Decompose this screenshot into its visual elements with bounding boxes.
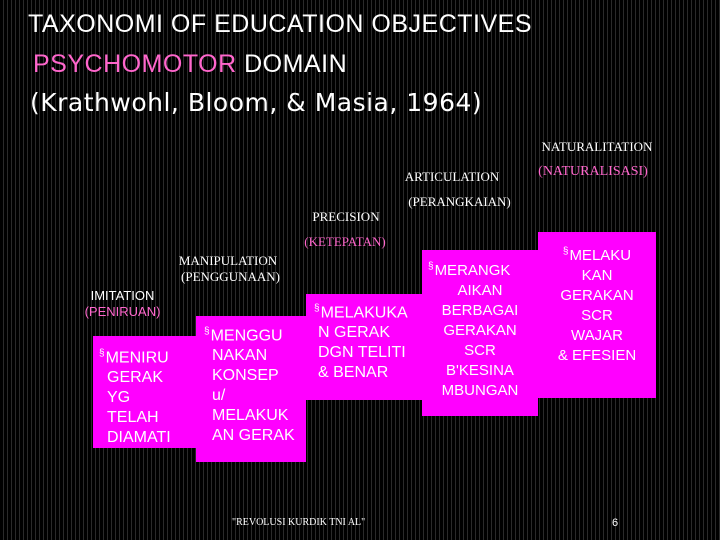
box-articulation-line: BERBAGAI (441, 302, 519, 319)
bullet-icon: § (428, 261, 434, 272)
box-naturalitation-line: & EFESIEN (557, 347, 637, 364)
box-articulation (422, 250, 538, 416)
box-articulation-line: GERAKAN (443, 322, 517, 339)
level-manipulation-label: MANIPULATION (178, 253, 278, 268)
box-precision-line: & BENAR (318, 364, 389, 382)
title-line-1: TAXONOMI OF EDUCATION OBJECTIVES (28, 10, 533, 38)
level-imitation-sub-text: (PENIRUAN) (84, 304, 161, 319)
box-precision-line: §MELAKUKA (314, 303, 408, 322)
level-precision-sub-text: (KETEPATAN) (304, 234, 386, 249)
level-articulation-sub: (PERANGKAIAN) (408, 194, 511, 209)
box-precision-line: N GERAK (318, 324, 391, 342)
box-imitation-line: YG (107, 389, 131, 407)
level-precision-sub (285, 233, 405, 250)
box-articulation-line: B'KESINA (446, 362, 514, 379)
box-imitation-line: GERAK (107, 369, 164, 387)
box-precision (306, 294, 422, 400)
level-imitation-label: IMITATION (90, 288, 155, 303)
bullet-icon: § (562, 246, 569, 257)
level-imitation-sub (75, 304, 170, 320)
box-articulation-line: SCR (464, 342, 496, 359)
box-naturalitation-line: WAJAR (571, 327, 623, 344)
box-manipulation-line: u/ (212, 387, 226, 405)
level-naturalitation-sub-text: (NATURALISASI) (538, 164, 648, 179)
title-domain: DOMAIN (236, 50, 348, 78)
box-imitation-line: §MENIRU (99, 348, 169, 367)
title-line-2 (33, 50, 347, 79)
title-citation: (Krathwohl, Bloom, & Masia, 1964) (30, 88, 483, 117)
bullet-icon: § (204, 326, 210, 337)
box-naturalitation-line: SCR (581, 307, 613, 324)
box-manipulation-line: §MENGGU (204, 326, 283, 345)
title-psychomotor: PSYCHOMOTOR (33, 50, 237, 78)
level-articulation-label: ARTICULATION (404, 169, 500, 184)
box-naturalitation-line: GERAKAN (560, 287, 634, 304)
level-naturalitation-sub (518, 163, 668, 180)
box-naturalitation-line: KAN (581, 267, 613, 284)
level-precision-label: PRECISION (312, 209, 380, 224)
box-manipulation-line: KONSEP (212, 367, 279, 385)
box-manipulation-line: NAKAN (212, 347, 268, 365)
level-naturalitation-label: NATURALITATION (541, 139, 653, 154)
level-manipulation-sub: (PENGGUNAAN) (181, 269, 280, 284)
box-manipulation-line: AN GERAK (212, 427, 295, 445)
box-precision-line: DGN TELITI (318, 344, 406, 362)
box-imitation-line: TELAH (107, 409, 159, 427)
bullet-icon: § (99, 348, 105, 359)
box-manipulation (196, 316, 306, 462)
box-manipulation-line: MELAKUK (212, 407, 289, 425)
bullet-icon: § (314, 303, 320, 314)
box-imitation-line: DIAMATI (107, 429, 171, 447)
box-articulation-line: §MERANGK (428, 261, 511, 279)
box-articulation-line: AIKAN (457, 282, 503, 299)
box-naturalitation-line: §MELAKU (562, 246, 632, 264)
page-number: 6 (612, 517, 619, 529)
box-naturalitation (538, 232, 656, 398)
box-articulation-line: MBUNGAN (441, 382, 519, 399)
box-imitation (93, 336, 196, 448)
footer-text: "REVOLUSI KURDIK TNI AL" (232, 517, 366, 528)
